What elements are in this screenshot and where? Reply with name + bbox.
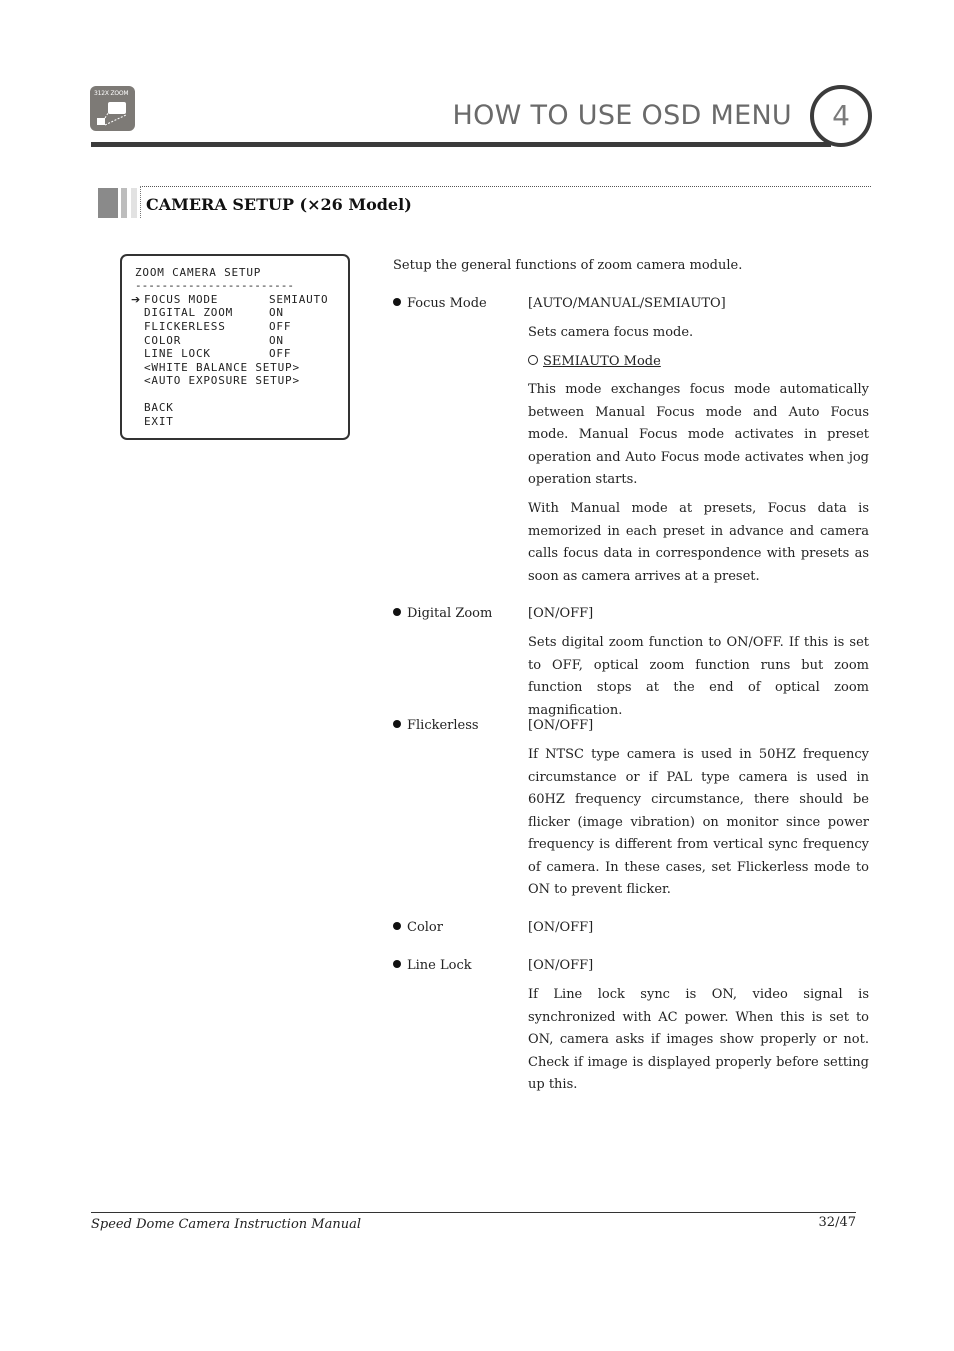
flickerless-options: [ON/OFF] (528, 718, 594, 733)
term-focus-mode (393, 293, 487, 315)
osd-item-label: COLOR (144, 334, 182, 347)
line-lock-options: [ON/OFF] (528, 958, 594, 973)
osd-item-label: <AUTO EXPOSURE SETUP> (144, 374, 300, 387)
footer-title: Speed Dome Camera Instruction Manual (91, 1217, 361, 1232)
page-title: HOW TO USE OSD MENU (452, 100, 792, 131)
term-line-lock (393, 955, 472, 977)
term-digital-zoom (393, 603, 492, 625)
intro-text: Setup the general functions of zoom camera module. (393, 258, 743, 273)
bullet-icon (393, 922, 401, 930)
header-rule (91, 142, 831, 147)
sub-label: SEMIAUTO Mode (543, 354, 661, 369)
term-label: Line Lock (407, 958, 472, 973)
semiauto-subheading (528, 351, 661, 373)
bullet-icon (393, 608, 401, 616)
osd-item-label: LINE LOCK (144, 347, 211, 360)
logo-text: 312X ZOOM (94, 90, 129, 97)
flickerless-para: If NTSC type camera is used in 50HZ frequency circumstance or if PAL type camera is used in 60HZ frequency circumstance, there should be flicker (image vibration) on monitor since power frequency is different from vertical sync frequency of camera. In these cases, set Flickerless mode to ON to prevent flicker. (528, 747, 869, 897)
term-label: Digital Zoom (407, 606, 493, 621)
osd-item-label: <WHITE BALANCE SETUP> (144, 361, 300, 374)
osd-exit: EXIT (144, 415, 174, 428)
section-marker-bar (131, 188, 137, 218)
osd-menu-box (120, 254, 350, 440)
zoom-icon (96, 100, 128, 128)
term-label: Flickerless (407, 718, 479, 733)
bullet-icon (393, 960, 401, 968)
focus-mode-para2: With Manual mode at presets, Focus data is memorized in each preset in advance and camera calls focus data in correspondence with presets as soon as camera arrives at a preset. (528, 501, 869, 584)
osd-item-value: SEMIAUTO (269, 293, 329, 306)
term-label: Color (407, 920, 443, 935)
circle-bullet-icon (528, 355, 538, 365)
chapter-number: 4 (832, 99, 850, 132)
osd-item-value: OFF (269, 347, 292, 360)
osd-item-value: ON (269, 334, 284, 347)
term-flickerless (393, 715, 479, 737)
digital-zoom-options: [ON/OFF] (528, 606, 594, 621)
osd-back: BACK (144, 401, 174, 414)
color-options: [ON/OFF] (528, 920, 594, 935)
section-dotted-divider (140, 186, 141, 218)
osd-item-label: DIGITAL ZOOM (144, 306, 234, 319)
footer-rule (91, 1212, 856, 1213)
cursor-arrow-icon: ➔ (131, 293, 141, 306)
osd-item-value: OFF (269, 320, 292, 333)
line-lock-para: If Line lock sync is ON, video signal is synchronized with AC power. When this is set to ON, camera asks if images show properly or not. Check if image is displayed properly before setting up this. (528, 987, 869, 1092)
osd-item-label: FLICKERLESS (144, 320, 226, 333)
osd-item-label: FOCUS MODE (144, 293, 219, 306)
focus-mode-options: [AUTO/MANUAL/SEMIAUTO] (528, 296, 726, 311)
focus-mode-desc: Sets camera focus mode. (528, 325, 694, 340)
term-label: Focus Mode (407, 296, 487, 311)
zoom-logo (90, 86, 135, 131)
term-color (393, 917, 443, 939)
focus-mode-para1: This mode exchanges focus mode automatically between Manual Focus mode and Auto Focus mode. Manual Focus mode activates in preset operation and Auto Focus mode activates when jog operation starts. (528, 382, 869, 487)
bullet-icon (393, 298, 401, 306)
section-marker-bar (121, 188, 127, 218)
page-number: 32/47 (818, 1215, 856, 1230)
chapter-badge (810, 85, 872, 147)
digital-zoom-para: Sets digital zoom function to ON/OFF. If this is set to OFF, optical zoom function runs but zoom function stops at the end of optical zoom magnification. (528, 635, 869, 718)
bullet-icon (393, 720, 401, 728)
osd-menu-title: ZOOM CAMERA SETUP (135, 266, 262, 279)
osd-item-value: ON (269, 306, 284, 319)
section-title: CAMERA SETUP (×26 Model) (146, 195, 412, 214)
osd-separator: ------------------------ (135, 279, 294, 292)
section-dotted-rule (140, 186, 871, 187)
section-marker-bar (98, 188, 118, 218)
